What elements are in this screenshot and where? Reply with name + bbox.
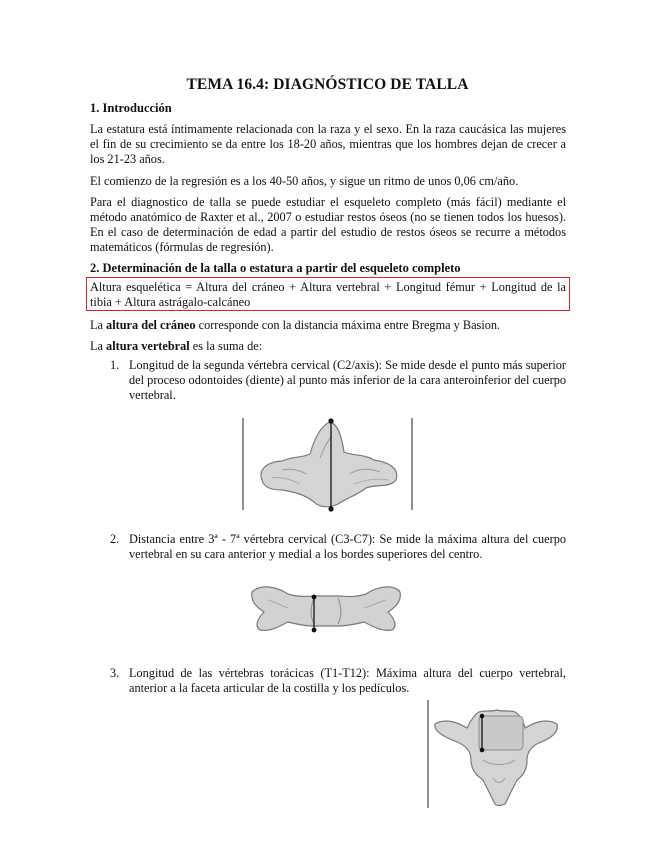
section-2-heading: 2. Determinación de la talla o estatura a partir del esqueleto completo: [90, 261, 461, 275]
list-item-text: Distancia entre 3ª - 7ª vértebra cervical (C3-C7): Se mide la máxima altura del cuerpo vertebral en su cara anterior y medial a los bordes superiores del centro.: [129, 532, 566, 561]
cranium-rest: corresponde con la distancia máxima entre Bregma y Basion.: [195, 318, 501, 332]
cervical-vertebra-illustration: [248, 580, 404, 636]
intro-paragraph-2: El comienzo de la regresión es a los 40-50 años, y sigue un ritmo de unos 0,06 cm/año.: [90, 174, 519, 188]
list-item-text: Longitud de la segunda vértebra cervical (C2/axis): Se mide desde el punto más superior del proceso odontoides (diente) al punto más inferior de la cara anteroinferior del cuerpo vertebral.: [129, 358, 566, 402]
section-1-heading: 1. Introducción: [90, 101, 172, 115]
cranium-prefix: La: [90, 318, 107, 332]
vertebral-rest: es la suma de:: [189, 339, 263, 353]
list-item-number: 3.: [110, 666, 120, 680]
cranium-term: altura del cráneo: [106, 318, 196, 332]
list-item: [110, 666, 566, 696]
vertebral-prefix: La: [90, 339, 107, 353]
page-title: TEMA 16.4: DIAGNÓSTICO DE TALLA: [186, 76, 469, 93]
c2-axis-vertebra-illustration: [242, 418, 414, 512]
skeletal-height-formula: Altura esquelética = Altura del cráneo + Altura vertebral + Longitud fémur + Longitud de la tibia + Altura astrágalo-calcáneo: [90, 280, 566, 309]
list-item-number: 1.: [110, 358, 120, 372]
vertebral-term: altura vertebral: [106, 339, 190, 353]
cranium-height-paragraph: [90, 318, 566, 333]
intro-paragraph-3: Para el diagnostico de talla se puede estudiar el esqueleto completo (más fácil) mediante el método anatómico de Raxter et al., 2007 o estudiar restos óseos (no se tienen todos los huesos). En el caso de determinación de edad a partir del estudio de restos óseos se recurre a métodos matemáticos (fórmulas de regresión).: [90, 195, 566, 254]
list-item-number: 2.: [110, 532, 120, 546]
list-item-text: Longitud de las vértebras torácicas (T1-T12): Máxima altura del cuerpo vertebral, anterior a la faceta articular de la costilla y los pedículos.: [129, 666, 566, 695]
thoracic-vertebra-illustration: [427, 700, 565, 810]
intro-paragraph-1: La estatura está íntimamente relacionada con la raza y el sexo. En la raza caucásica las mujeres el fin de su crecimiento se da entre los 18-20 años, mientras que los hombres dejan de crecer a los 21-23 años.: [90, 122, 566, 166]
vertebral-height-paragraph: [90, 339, 566, 354]
list-item: [110, 532, 566, 562]
list-item: [110, 358, 566, 403]
